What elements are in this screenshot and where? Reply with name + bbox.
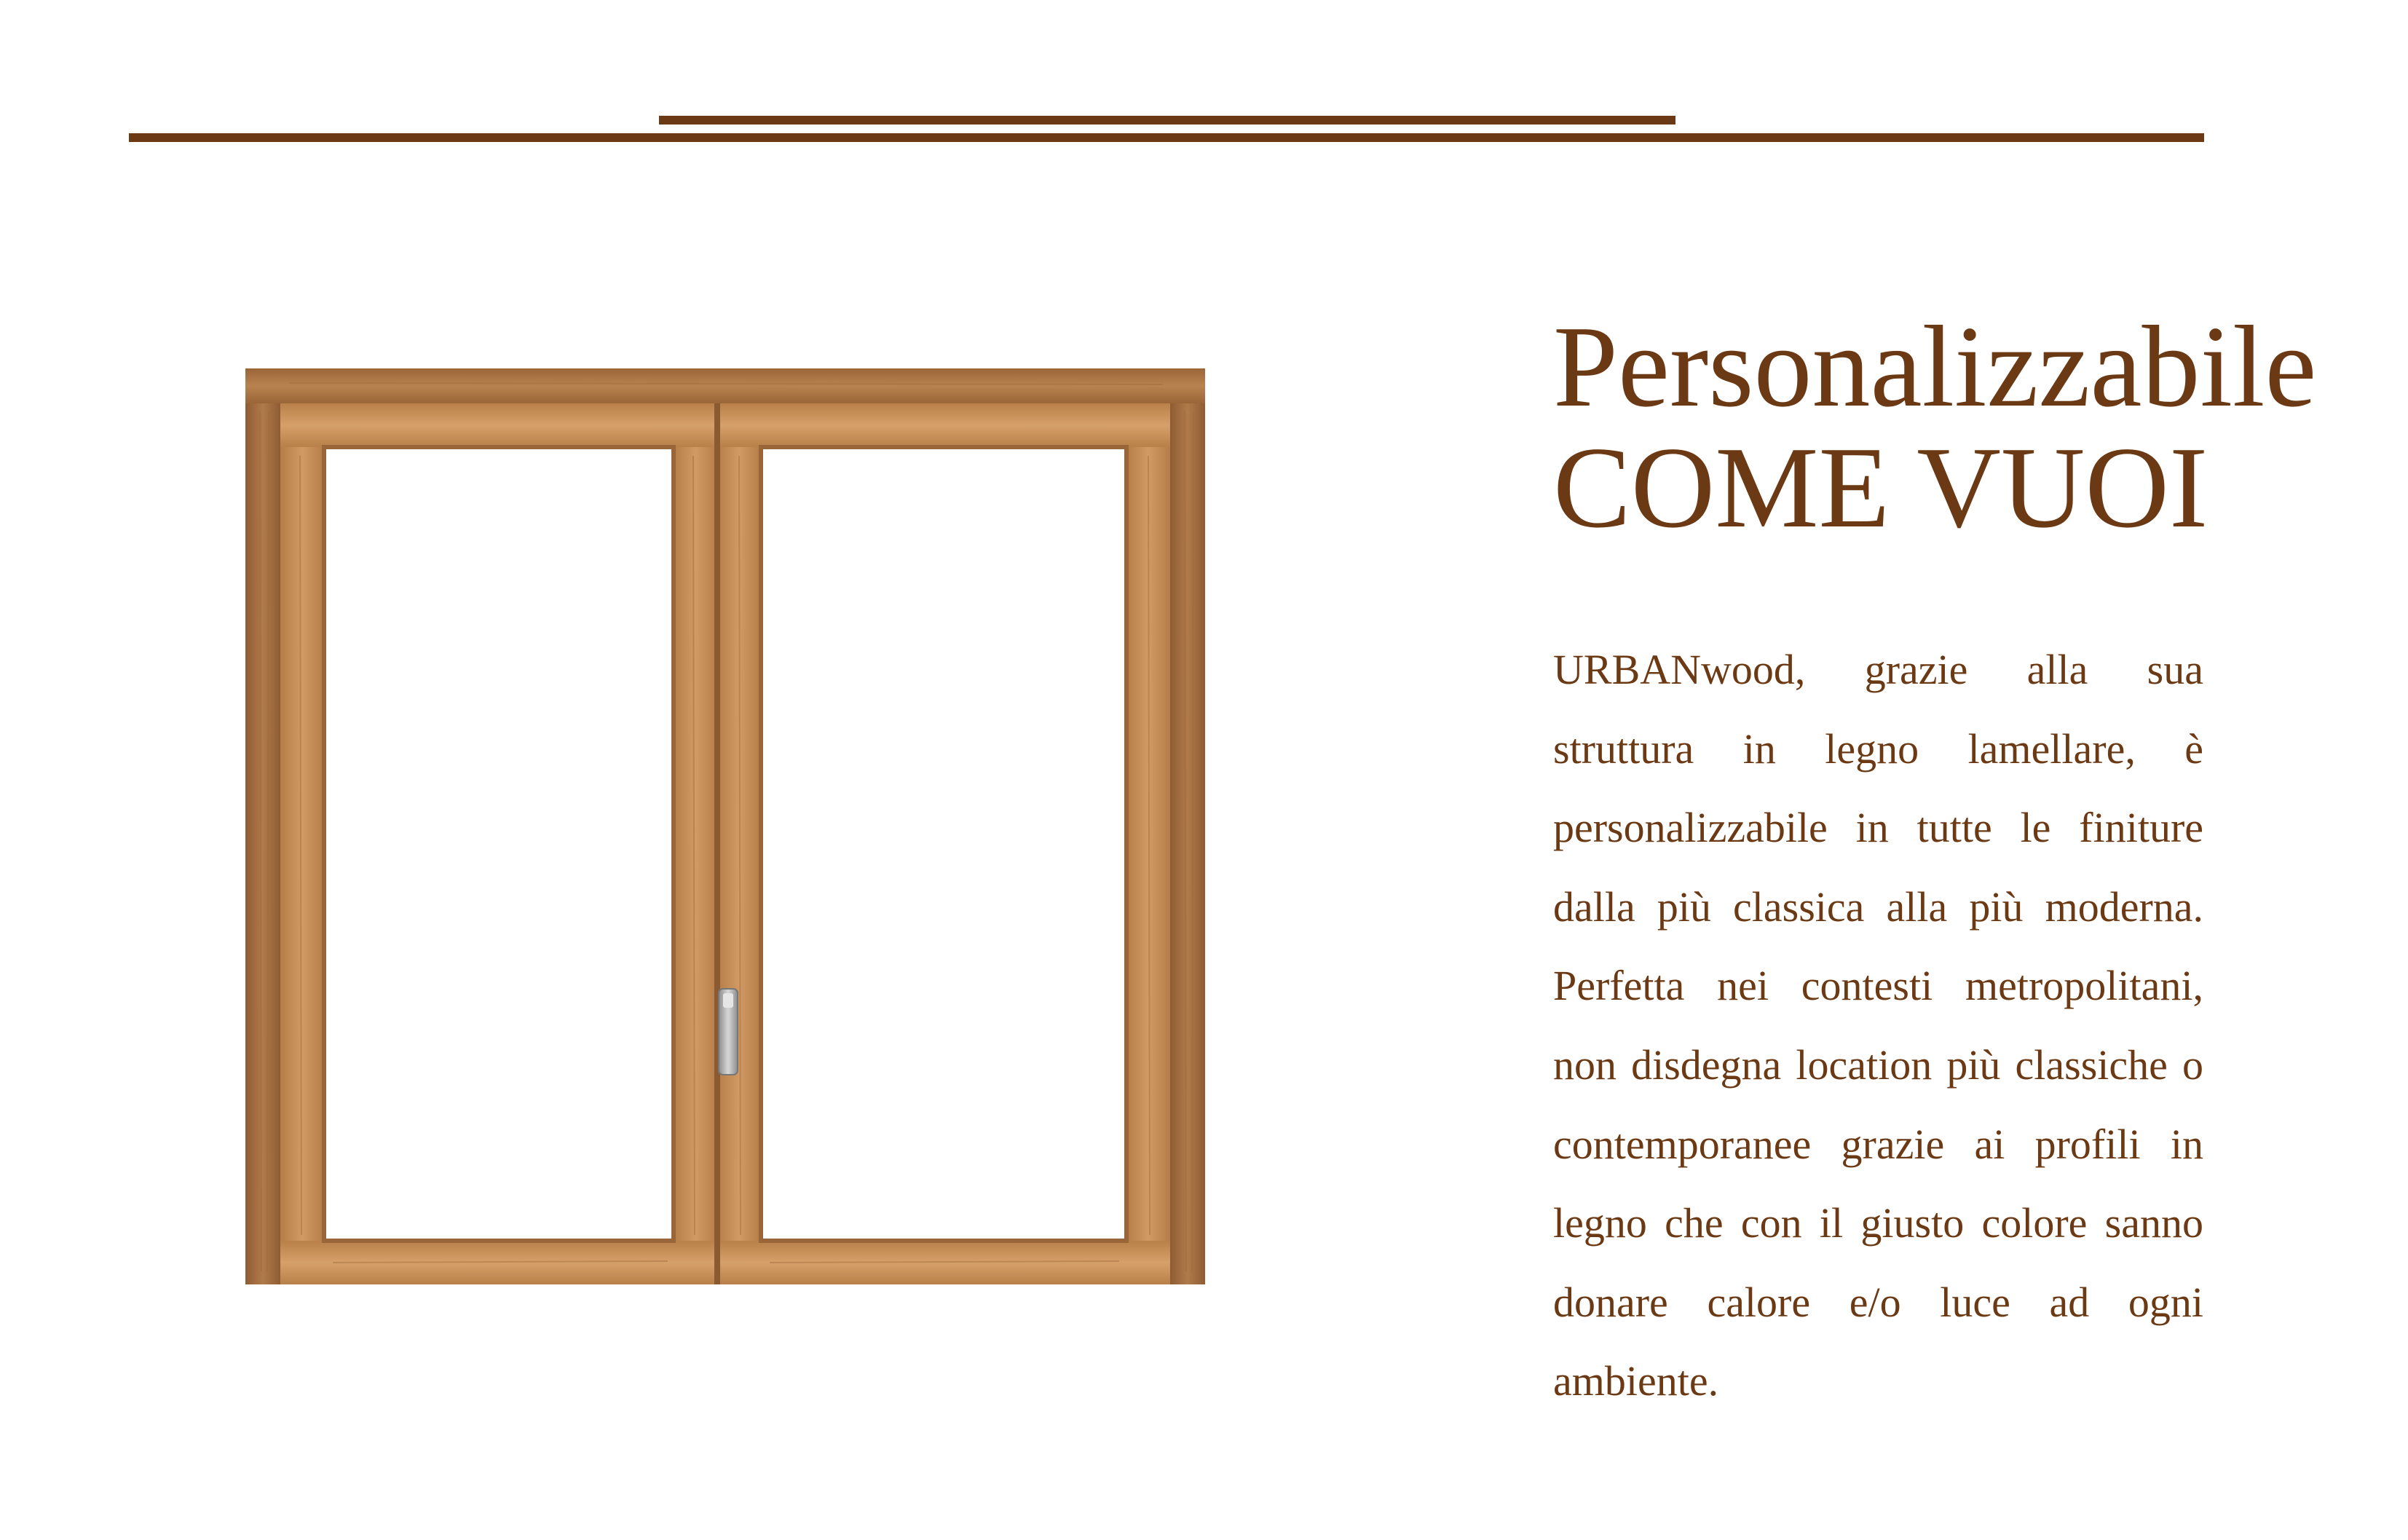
wooden-window-icon [245,368,1205,1284]
top-short-rule [659,116,1675,125]
top-long-rule [129,133,2204,142]
title-line-2: COME VUOI [1553,422,2208,552]
title-line-1: Personalizzabile [1553,301,2317,431]
description-paragraph: URBANwood, grazie alla sua struttura in legno lamellare, è personalizzabile in tutte le finiture dalla più classica alla più moderna. Perfetta nei contesti metropolitani, non disdegna location più classiche o contemporanee grazie ai profili in legno che con il giusto colore sanno donare calore e/o luce ad ogni ambiente. [1553,646,2203,1405]
page-title [1553,301,2408,552]
